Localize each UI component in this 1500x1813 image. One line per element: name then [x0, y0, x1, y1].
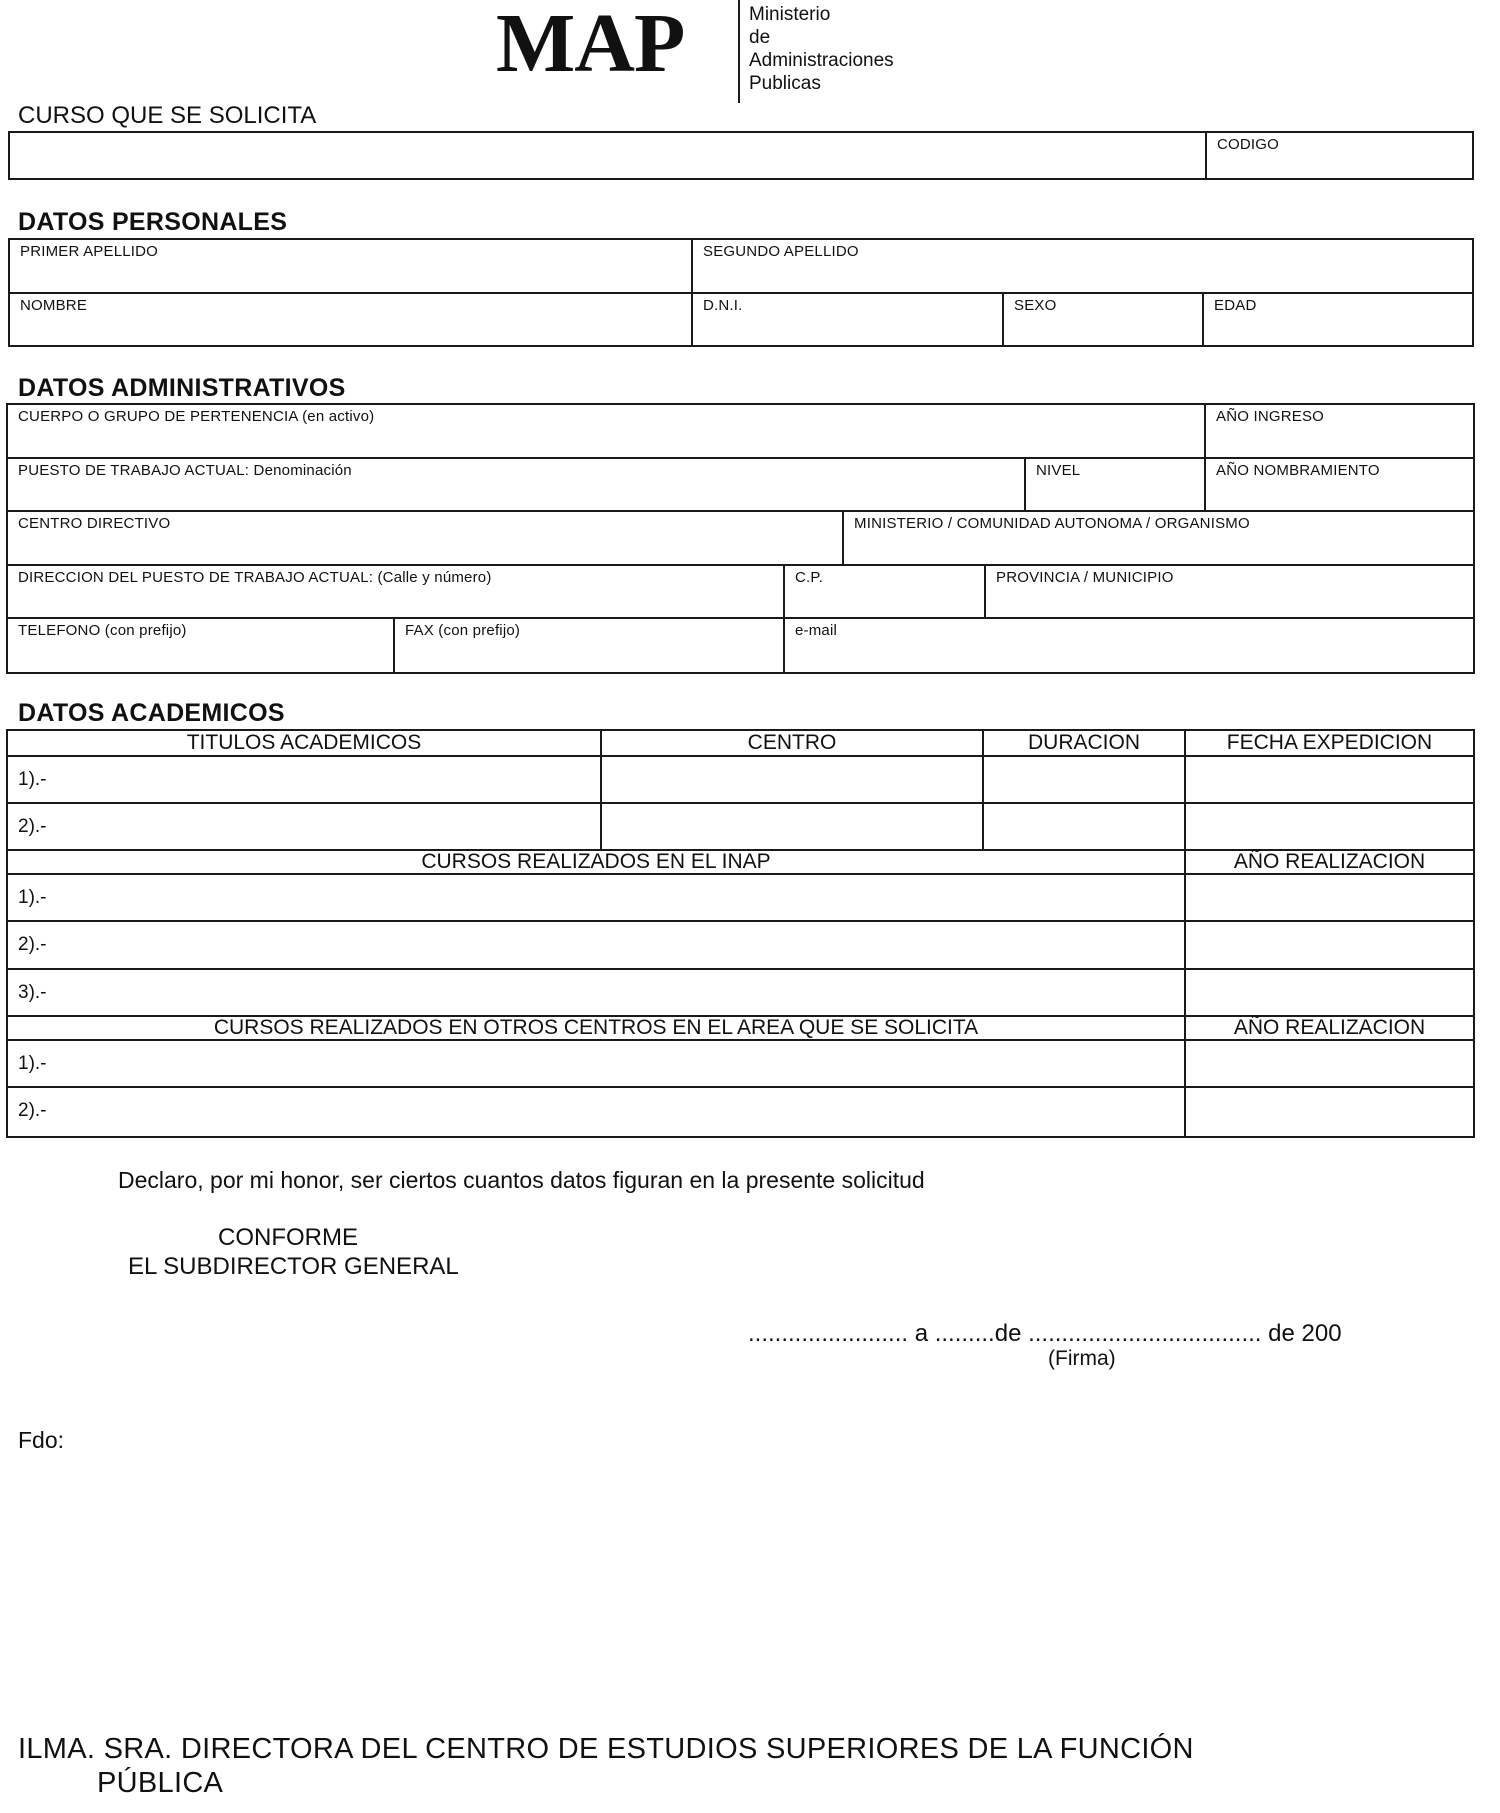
col-divider	[1184, 731, 1186, 1136]
addressee-line1: ILMA. SRA. DIRECTORA DEL CENTRO DE ESTUDIOS SUPERIORES DE LA FUNCIÓN	[18, 1733, 1194, 1765]
nivel-field[interactable]	[1026, 459, 1204, 510]
email-field[interactable]	[785, 619, 1473, 672]
ministerio-label: MINISTERIO / COMUNIDAD AUTONOMA / ORGANISMO	[854, 515, 1250, 532]
header-cursos-otros: CURSOS REALIZADOS EN OTROS CENTROS EN EL AREA QUE SE SOLICITA	[213, 1016, 979, 1039]
telefono-label: TELEFONO (con prefijo)	[18, 622, 187, 639]
ano-nombramiento-label: AÑO NOMBRAMIENTO	[1216, 462, 1380, 479]
centro-directivo-field[interactable]	[8, 512, 842, 564]
personal-section-title: DATOS PERSONALES	[18, 208, 288, 236]
course-name-field[interactable]	[10, 133, 1205, 178]
firma-text: (Firma)	[1048, 1347, 1116, 1370]
course-box	[8, 131, 1474, 180]
administrative-box	[6, 403, 1475, 674]
puesto-label: PUESTO DE TRABAJO ACTUAL: Denominación	[18, 462, 352, 479]
fdo-text: Fdo:	[18, 1427, 65, 1453]
edad-label: EDAD	[1214, 297, 1257, 314]
titulo-row-number: 1).-	[18, 769, 47, 790]
cp-field[interactable]	[785, 566, 984, 617]
ministry-line: Ministerio	[749, 4, 831, 25]
ministry-line: Administraciones	[749, 50, 894, 71]
segundo-apellido-field[interactable]	[693, 240, 1472, 292]
conforme-text: CONFORME	[218, 1224, 358, 1251]
header-duracion: DURACION	[1027, 731, 1140, 754]
cuerpo-label: CUERPO O GRUPO DE PERTENENCIA (en activo)	[18, 408, 375, 425]
map-logo-text: MAP	[496, 0, 685, 90]
ministry-name	[749, 3, 894, 95]
puesto-field[interactable]	[8, 459, 1024, 510]
centro-directivo-label: CENTRO DIRECTIVO	[18, 515, 171, 532]
primer-apellido-label: PRIMER APELLIDO	[20, 243, 159, 260]
nombre-field[interactable]	[10, 294, 691, 345]
direccion-field[interactable]	[8, 566, 783, 617]
primer-apellido-field[interactable]	[10, 240, 691, 292]
header-ano-realizacion-inap: AÑO REALIZACION	[1233, 850, 1426, 873]
edad-field[interactable]	[1204, 294, 1472, 345]
inap-row-number: 3).-	[18, 982, 47, 1003]
inap-row-number: 1).-	[18, 887, 47, 908]
email-label: e-mail	[795, 622, 838, 639]
academic-section-title: DATOS ACADEMICOS	[18, 699, 285, 727]
row-divider	[8, 755, 1473, 757]
segundo-apellido-label: SEGUNDO APELLIDO	[703, 243, 859, 260]
administrative-section-title: DATOS ADMINISTRATIVOS	[18, 374, 346, 402]
provincia-field[interactable]	[986, 566, 1473, 617]
ano-ingreso-field[interactable]	[1206, 405, 1473, 457]
header-cursos-inap: CURSOS REALIZADOS EN EL INAP	[421, 850, 771, 873]
ano-ingreso-label: AÑO INGRESO	[1216, 408, 1325, 425]
otros-row-number: 2).-	[18, 1100, 47, 1121]
otros-row-number: 1).-	[18, 1053, 47, 1074]
addressee-line2: PÚBLICA	[97, 1767, 224, 1799]
sexo-label: SEXO	[1014, 297, 1057, 314]
nivel-label: NIVEL	[1036, 462, 1081, 479]
header-titulos: TITULOS ACADEMICOS	[186, 731, 422, 754]
dni-field[interactable]	[693, 294, 1002, 345]
row-divider	[8, 1086, 1473, 1088]
declaration-text: Declaro, por mi honor, ser ciertos cuantos datos figuran en la presente solicitud	[118, 1167, 925, 1193]
row-divider	[8, 802, 1473, 804]
header-ano-realizacion-otros: AÑO REALIZACION	[1233, 1016, 1426, 1039]
fax-field[interactable]	[395, 619, 783, 672]
course-title: CURSO QUE SE SOLICITA	[18, 102, 317, 129]
academic-table	[6, 729, 1475, 1138]
inap-row-number: 2).-	[18, 934, 47, 955]
sexo-field[interactable]	[1004, 294, 1202, 345]
codigo-label: CODIGO	[1217, 136, 1280, 153]
map-logo	[496, 0, 741, 100]
cp-label: C.P.	[795, 569, 824, 586]
nombre-label: NOMBRE	[20, 297, 88, 314]
personal-box	[8, 238, 1474, 347]
telefono-field[interactable]	[8, 619, 393, 672]
dni-label: D.N.I.	[703, 297, 743, 314]
date-line[interactable]: ........................ a .........de ................................... de 200	[748, 1320, 1342, 1347]
ministry-line: de	[749, 27, 771, 48]
row-divider	[8, 968, 1473, 970]
ano-nombramiento-field[interactable]	[1206, 459, 1473, 510]
titulo-row-number: 2).-	[18, 816, 47, 837]
logo-divider	[738, 0, 740, 103]
subdirector-text: EL SUBDIRECTOR GENERAL	[128, 1253, 459, 1280]
cuerpo-field[interactable]	[8, 405, 1204, 457]
direccion-label: DIRECCION DEL PUESTO DE TRABAJO ACTUAL: (Calle y número)	[18, 569, 492, 586]
ministry-line: Publicas	[749, 73, 821, 94]
codigo-field[interactable]	[1207, 133, 1472, 178]
provincia-label: PROVINCIA / MUNICIPIO	[996, 569, 1174, 586]
fax-label: FAX (con prefijo)	[405, 622, 521, 639]
header-centro: CENTRO	[747, 731, 837, 754]
ministerio-field[interactable]	[844, 512, 1473, 564]
header-fecha-expedicion: FECHA EXPEDICION	[1226, 731, 1433, 754]
row-divider	[8, 920, 1473, 922]
